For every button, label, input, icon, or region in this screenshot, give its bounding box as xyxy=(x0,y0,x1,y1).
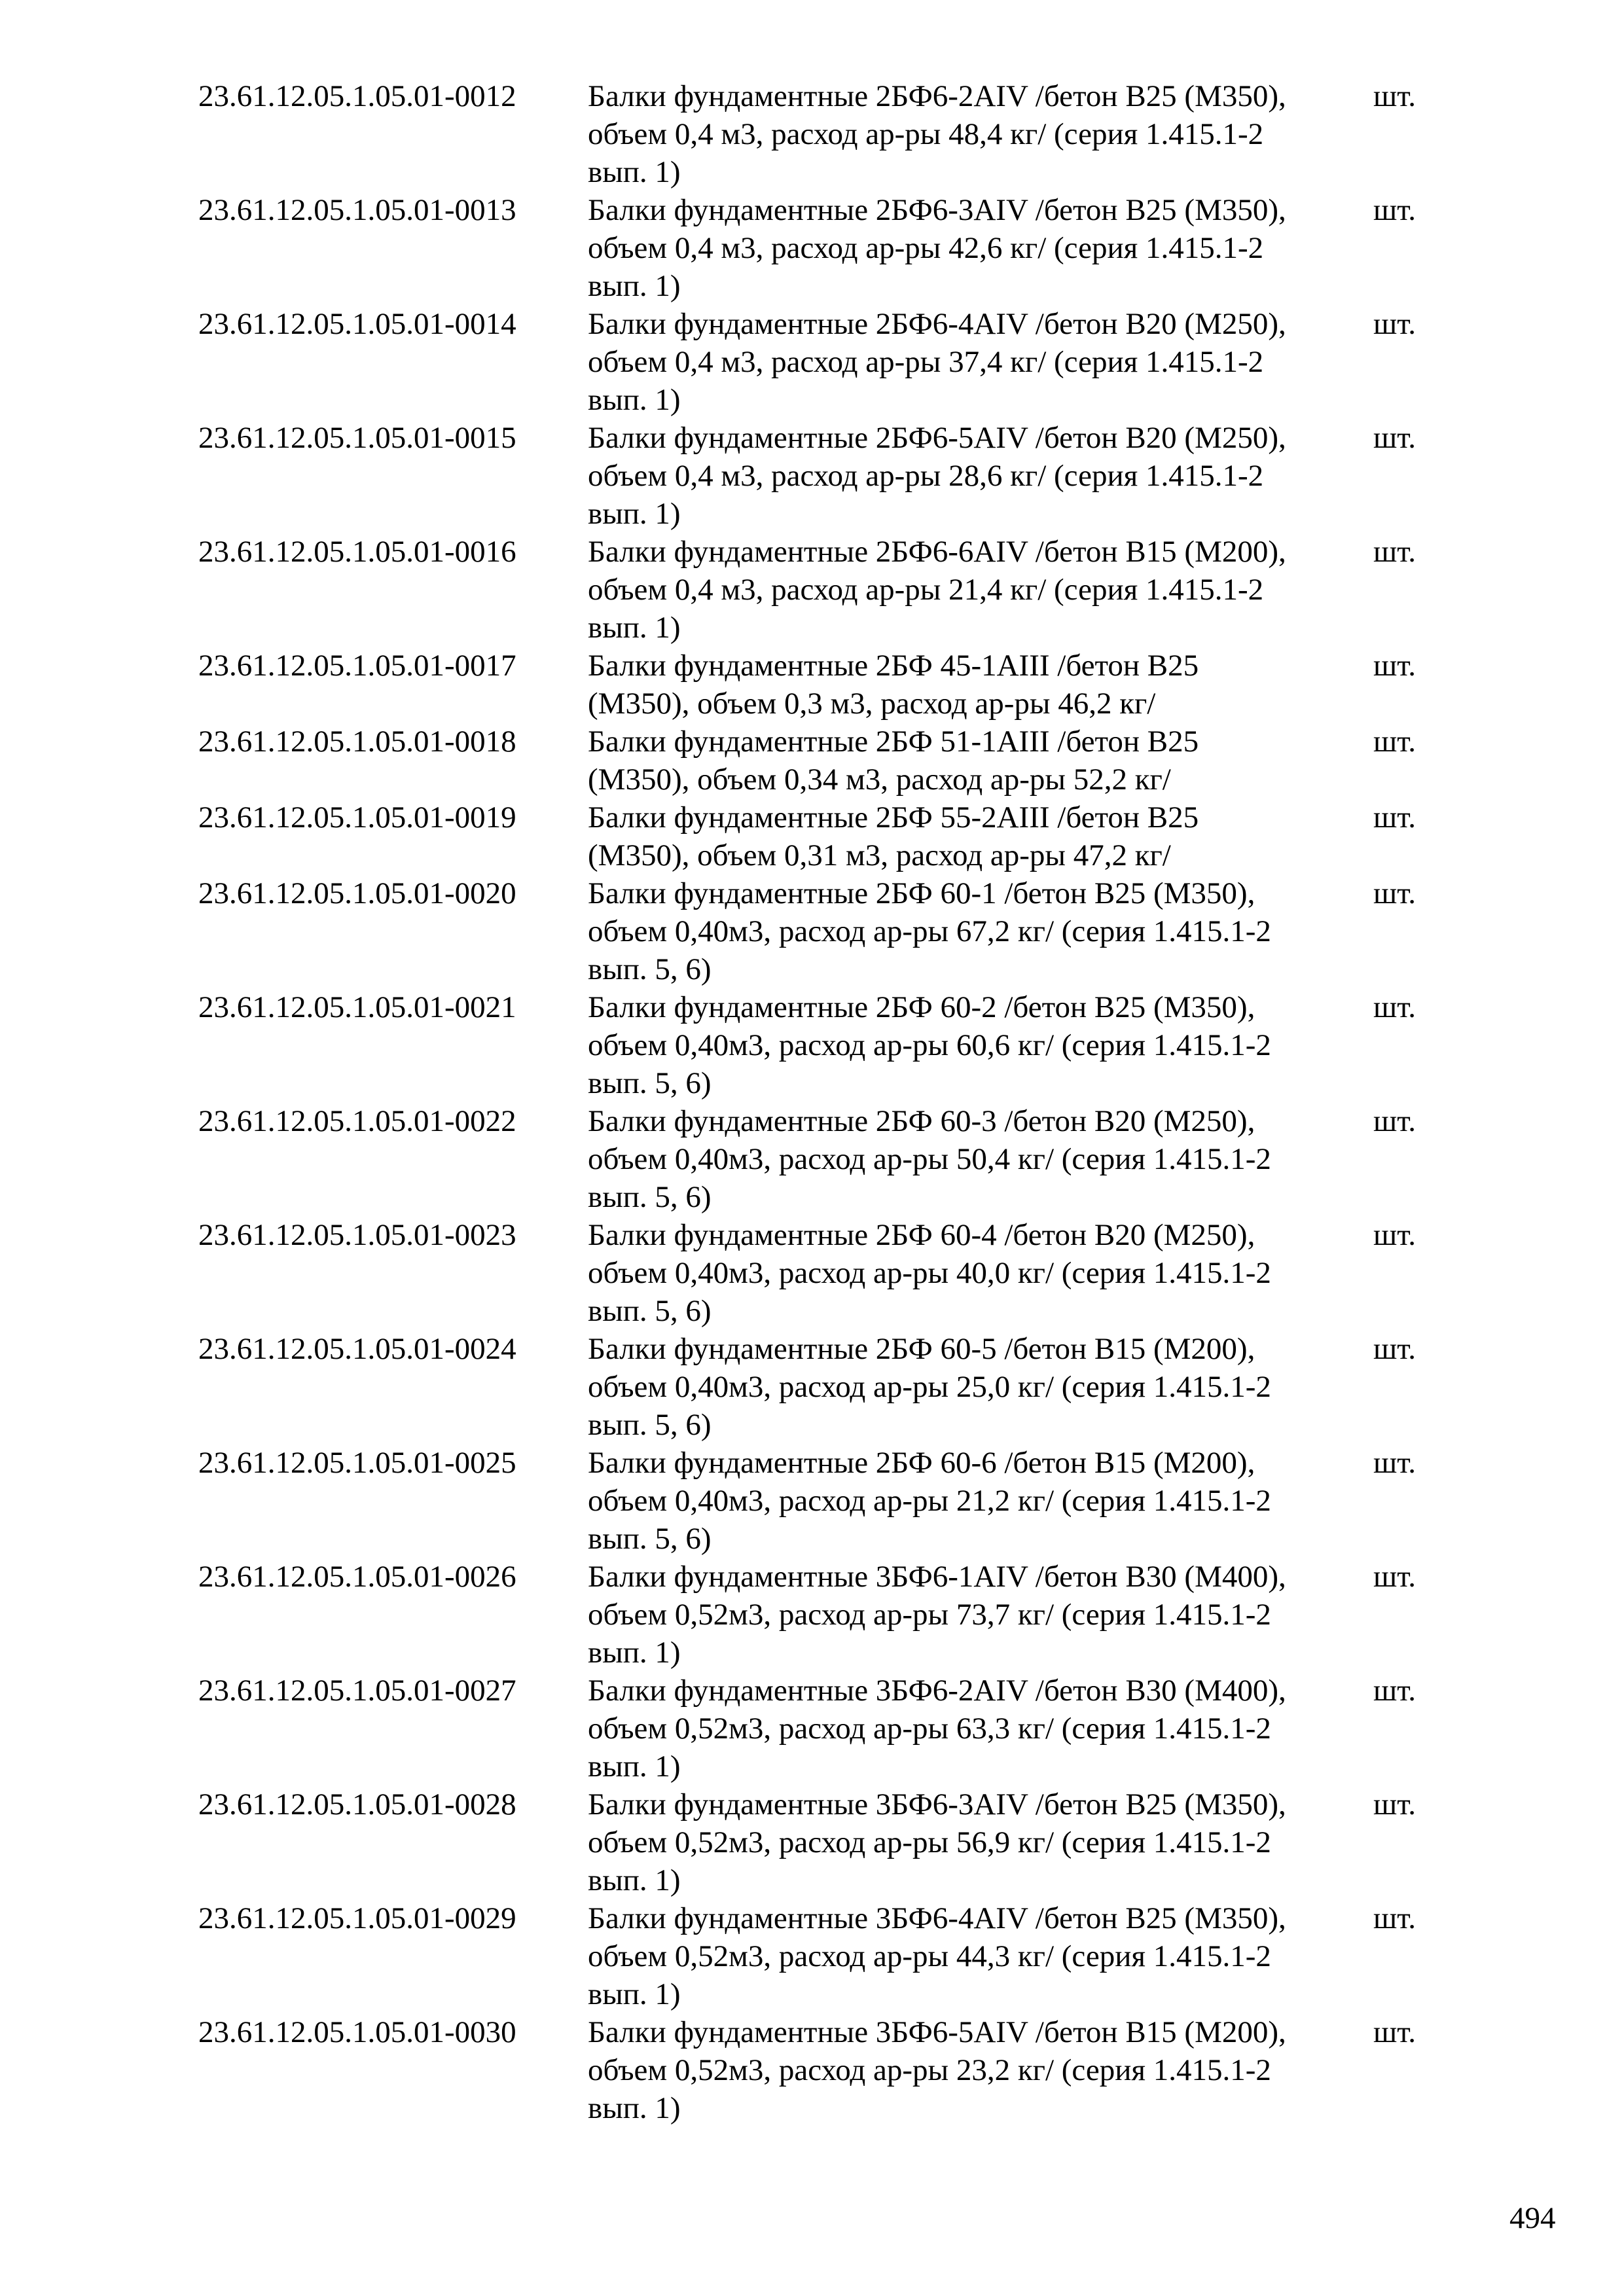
item-unit: шт. xyxy=(1373,876,1416,910)
description-line: объем 0,4 м3, расход ар-ры 42,6 кг/ (серия 1.415.1-2 xyxy=(588,231,1264,265)
description-line: вып. 1) xyxy=(588,1749,681,1784)
description-line: Балки фундаментные 2БФ 51-1AIII /бетон В25 xyxy=(588,725,1199,759)
description-line: Балки фундаментные 2БФ 60-6 /бетон В15 (М200), xyxy=(588,1446,1255,1480)
item-description xyxy=(588,1558,1352,1672)
description-line: объем 0,4 м3, расход ар-ры 28,6 кг/ (серия 1.415.1-2 xyxy=(588,459,1264,493)
list-item xyxy=(0,723,1624,798)
description-line: вып. 5, 6) xyxy=(588,952,712,986)
item-unit: шт. xyxy=(1373,1104,1416,1138)
description-line: вып. 5, 6) xyxy=(588,1180,712,1214)
description-line: вып. 1) xyxy=(588,1636,681,1670)
description-line: объем 0,40м3, расход ар-ры 50,4 кг/ (серия 1.415.1-2 xyxy=(588,1142,1271,1176)
item-description xyxy=(588,1330,1352,1444)
description-line: Балки фундаментные 2БФ 45-1AIII /бетон В25 xyxy=(588,649,1199,683)
description-line: объем 0,4 м3, расход ар-ры 21,4 кг/ (серия 1.415.1-2 xyxy=(588,573,1264,607)
description-line: Балки фундаментные 2БФ 55-2AIII /бетон В25 xyxy=(588,800,1199,834)
description-line: Балки фундаментные 3БФ6-2AIV /бетон В30 (М400), xyxy=(588,1674,1286,1708)
item-code: 23.61.12.05.1.05.01-0029 xyxy=(198,1901,516,1935)
list-item xyxy=(0,2013,1624,2127)
item-code: 23.61.12.05.1.05.01-0027 xyxy=(198,1674,516,1708)
item-unit: шт. xyxy=(1373,1674,1416,1708)
description-line: Балки фундаментные 2БФ6-3AIV /бетон В25 (М350), xyxy=(588,193,1286,227)
item-description xyxy=(588,723,1352,798)
item-unit: шт. xyxy=(1373,1901,1416,1935)
description-line: объем 0,40м3, расход ар-ры 25,0 кг/ (серия 1.415.1-2 xyxy=(588,1370,1271,1404)
item-description xyxy=(588,1216,1352,1330)
description-line: Балки фундаментные 3БФ6-4AIV /бетон В25 (М350), xyxy=(588,1901,1286,1935)
item-code: 23.61.12.05.1.05.01-0019 xyxy=(198,800,516,834)
list-item xyxy=(0,305,1624,419)
description-line: объем 0,40м3, расход ар-ры 67,2 кг/ (серия 1.415.1-2 xyxy=(588,914,1271,948)
price-list-entries xyxy=(0,77,1624,2127)
description-line: объем 0,52м3, расход ар-ры 73,7 кг/ (серия 1.415.1-2 xyxy=(588,1598,1271,1632)
list-item xyxy=(0,1102,1624,1216)
item-unit: шт. xyxy=(1373,725,1416,759)
item-code: 23.61.12.05.1.05.01-0023 xyxy=(198,1218,516,1252)
description-line: вып. 1) xyxy=(588,611,681,645)
item-description xyxy=(588,798,1352,874)
description-line: Балки фундаментные 2БФ 60-5 /бетон В15 (М200), xyxy=(588,1332,1255,1366)
item-description xyxy=(588,988,1352,1102)
item-description xyxy=(588,533,1352,647)
list-item xyxy=(0,77,1624,191)
item-description xyxy=(588,77,1352,191)
description-line: вып. 1) xyxy=(588,1977,681,2011)
item-unit: шт. xyxy=(1373,307,1416,341)
description-line: вып. 1) xyxy=(588,155,681,189)
item-unit: шт. xyxy=(1373,800,1416,834)
list-item xyxy=(0,533,1624,647)
item-unit: шт. xyxy=(1373,2015,1416,2049)
description-line: вып. 5, 6) xyxy=(588,1522,712,1556)
description-line: вып. 5, 6) xyxy=(588,1408,712,1442)
item-description xyxy=(588,1672,1352,1785)
item-code: 23.61.12.05.1.05.01-0028 xyxy=(198,1787,516,1821)
list-item xyxy=(0,798,1624,874)
item-unit: шт. xyxy=(1373,193,1416,227)
item-description xyxy=(588,647,1352,723)
description-line: (М350), объем 0,31 м3, расход ар-ры 47,2 кг/ xyxy=(588,838,1171,872)
description-line: Балки фундаментные 2БФ6-6AIV /бетон В15 (М200), xyxy=(588,535,1286,569)
description-line: вып. 1) xyxy=(588,1863,681,1897)
list-item xyxy=(0,988,1624,1102)
item-unit: шт. xyxy=(1373,1560,1416,1594)
item-unit: шт. xyxy=(1373,79,1416,113)
item-unit: шт. xyxy=(1373,1332,1416,1366)
list-item xyxy=(0,419,1624,533)
item-code: 23.61.12.05.1.05.01-0026 xyxy=(198,1560,516,1594)
description-line: Балки фундаментные 2БФ 60-3 /бетон В20 (М250), xyxy=(588,1104,1255,1138)
list-item xyxy=(0,1330,1624,1444)
item-unit: шт. xyxy=(1373,1787,1416,1821)
list-item xyxy=(0,1899,1624,2013)
description-line: объем 0,52м3, расход ар-ры 44,3 кг/ (серия 1.415.1-2 xyxy=(588,1939,1271,1973)
description-line: вып. 5, 6) xyxy=(588,1066,712,1100)
description-line: объем 0,52м3, расход ар-ры 23,2 кг/ (серия 1.415.1-2 xyxy=(588,2053,1271,2087)
item-description xyxy=(588,2013,1352,2127)
description-line: вып. 1) xyxy=(588,383,681,417)
item-description xyxy=(588,1444,1352,1558)
list-item xyxy=(0,1216,1624,1330)
item-unit: шт. xyxy=(1373,990,1416,1024)
item-code: 23.61.12.05.1.05.01-0017 xyxy=(198,649,516,683)
item-code: 23.61.12.05.1.05.01-0025 xyxy=(198,1446,516,1480)
description-line: Балки фундаментные 2БФ6-5AIV /бетон В20 (М250), xyxy=(588,421,1286,455)
description-line: объем 0,4 м3, расход ар-ры 48,4 кг/ (серия 1.415.1-2 xyxy=(588,117,1264,151)
list-item xyxy=(0,191,1624,305)
description-line: объем 0,40м3, расход ар-ры 40,0 кг/ (серия 1.415.1-2 xyxy=(588,1256,1271,1290)
description-line: объем 0,40м3, расход ар-ры 60,6 кг/ (серия 1.415.1-2 xyxy=(588,1028,1271,1062)
item-code: 23.61.12.05.1.05.01-0030 xyxy=(198,2015,516,2049)
item-code: 23.61.12.05.1.05.01-0013 xyxy=(198,193,516,227)
item-description xyxy=(588,305,1352,419)
item-code: 23.61.12.05.1.05.01-0021 xyxy=(198,990,516,1024)
description-line: Балки фундаментные 3БФ6-1AIV /бетон В30 (М400), xyxy=(588,1560,1286,1594)
description-line: вып. 1) xyxy=(588,269,681,303)
list-item xyxy=(0,1444,1624,1558)
item-code: 23.61.12.05.1.05.01-0016 xyxy=(198,535,516,569)
description-line: Балки фундаментные 2БФ 60-2 /бетон В25 (М350), xyxy=(588,990,1255,1024)
item-description xyxy=(588,419,1352,533)
page-number: 494 xyxy=(1509,2201,1556,2235)
description-line: объем 0,52м3, расход ар-ры 63,3 кг/ (серия 1.415.1-2 xyxy=(588,1712,1271,1746)
item-description xyxy=(588,1102,1352,1216)
list-item xyxy=(0,647,1624,723)
list-item xyxy=(0,874,1624,988)
item-unit: шт. xyxy=(1373,535,1416,569)
description-line: Балки фундаментные 2БФ 60-4 /бетон В20 (М250), xyxy=(588,1218,1255,1252)
list-item xyxy=(0,1672,1624,1785)
item-code: 23.61.12.05.1.05.01-0024 xyxy=(198,1332,516,1366)
item-unit: шт. xyxy=(1373,421,1416,455)
description-line: объем 0,52м3, расход ар-ры 56,9 кг/ (серия 1.415.1-2 xyxy=(588,1825,1271,1859)
item-description xyxy=(588,1899,1352,2013)
list-item xyxy=(0,1558,1624,1672)
description-line: объем 0,4 м3, расход ар-ры 37,4 кг/ (серия 1.415.1-2 xyxy=(588,345,1264,379)
description-line: вып. 5, 6) xyxy=(588,1294,712,1328)
list-item xyxy=(0,1785,1624,1899)
description-line: Балки фундаментные 2БФ6-4AIV /бетон В20 (М250), xyxy=(588,307,1286,341)
item-code: 23.61.12.05.1.05.01-0018 xyxy=(198,725,516,759)
item-code: 23.61.12.05.1.05.01-0022 xyxy=(198,1104,516,1138)
description-line: вып. 1) xyxy=(588,497,681,531)
description-line: объем 0,40м3, расход ар-ры 21,2 кг/ (серия 1.415.1-2 xyxy=(588,1484,1271,1518)
item-description xyxy=(588,1785,1352,1899)
description-line: Балки фундаментные 3БФ6-3AIV /бетон В25 (М350), xyxy=(588,1787,1286,1821)
description-line: (М350), объем 0,34 м3, расход ар-ры 52,2 кг/ xyxy=(588,762,1171,797)
description-line: Балки фундаментные 2БФ6-2AIV /бетон В25 (М350), xyxy=(588,79,1286,113)
item-code: 23.61.12.05.1.05.01-0014 xyxy=(198,307,516,341)
item-unit: шт. xyxy=(1373,1218,1416,1252)
description-line: Балки фундаментные 2БФ 60-1 /бетон В25 (М350), xyxy=(588,876,1255,910)
description-line: Балки фундаментные 3БФ6-5AIV /бетон В15 (М200), xyxy=(588,2015,1286,2049)
description-line: вып. 1) xyxy=(588,2091,681,2125)
description-line: (М350), объем 0,3 м3, расход ар-ры 46,2 кг/ xyxy=(588,687,1156,721)
item-code: 23.61.12.05.1.05.01-0020 xyxy=(198,876,516,910)
item-description xyxy=(588,191,1352,305)
item-unit: шт. xyxy=(1373,649,1416,683)
item-description xyxy=(588,874,1352,988)
item-code: 23.61.12.05.1.05.01-0015 xyxy=(198,421,516,455)
item-code: 23.61.12.05.1.05.01-0012 xyxy=(198,79,516,113)
item-unit: шт. xyxy=(1373,1446,1416,1480)
